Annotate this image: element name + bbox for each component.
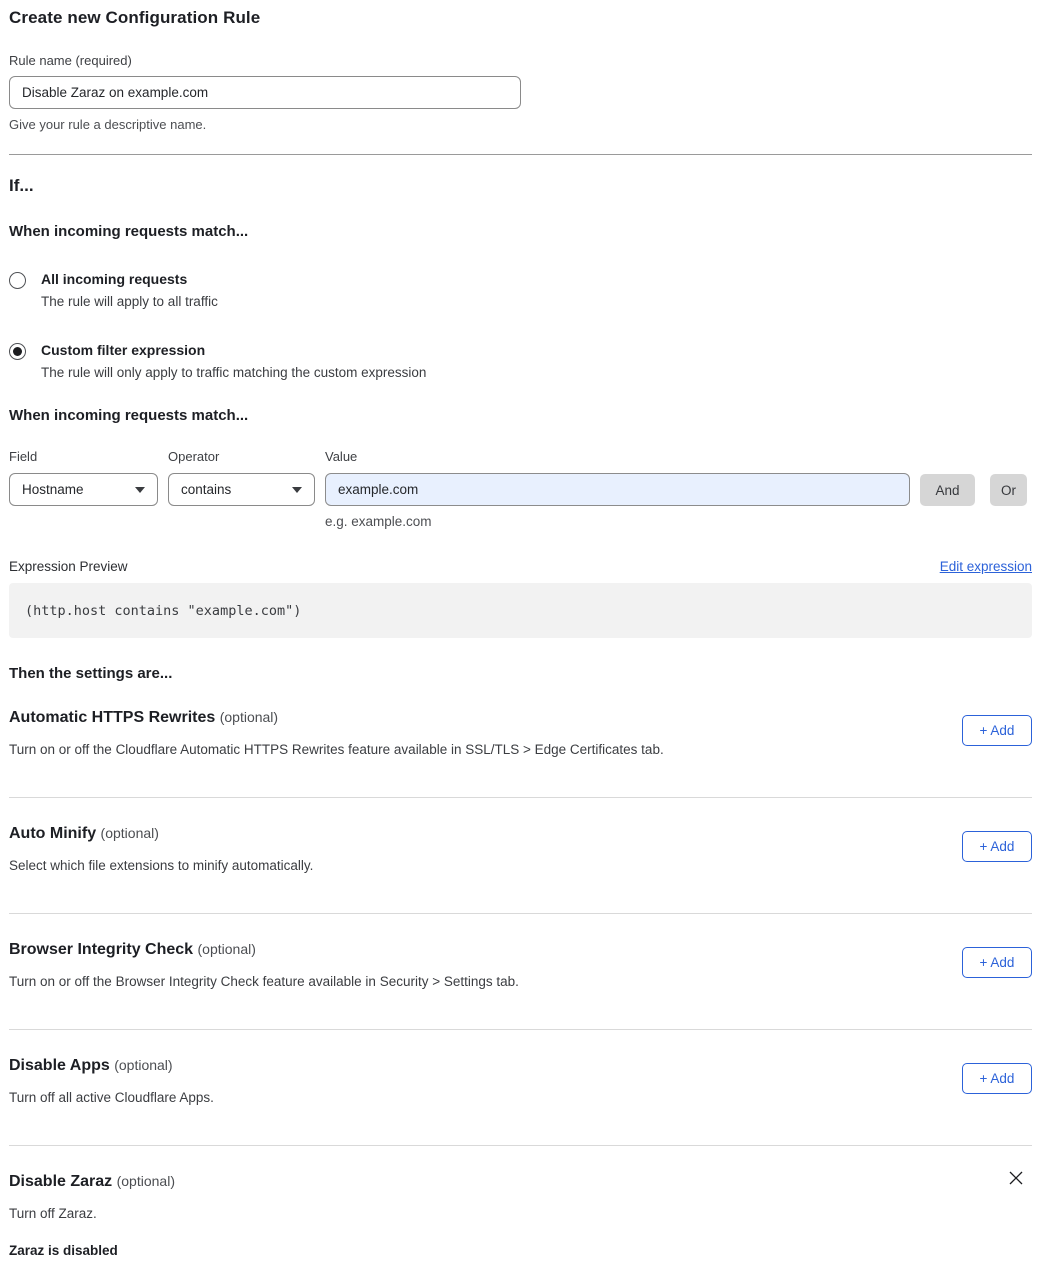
setting-browser-integrity-check — [9, 914, 1032, 1030]
setting-disable-apps — [9, 1030, 1032, 1146]
operator-label: Operator — [168, 449, 220, 464]
chevron-down-icon — [292, 487, 302, 493]
optional-tag: (optional) — [116, 1173, 175, 1189]
radio-dot — [13, 347, 22, 356]
settings-heading: Then the settings are... — [9, 665, 173, 682]
add-button[interactable]: + Add — [962, 1063, 1032, 1094]
expression-builder-heading: When incoming requests match... — [9, 407, 249, 424]
operator-select[interactable] — [168, 473, 315, 506]
radio-option-custom-filter[interactable] — [9, 342, 1032, 380]
zaraz-status: Zaraz is disabled — [9, 1243, 118, 1258]
expression-preview-label: Expression Preview — [9, 559, 128, 574]
setting-description: Turn off all active Cloudflare Apps. — [9, 1090, 214, 1105]
value-help: e.g. example.com — [325, 514, 432, 529]
value-input[interactable] — [325, 473, 910, 506]
setting-title: Disable Apps — [9, 1057, 110, 1074]
field-label: Field — [9, 449, 38, 464]
optional-tag: (optional) — [114, 1057, 173, 1073]
optional-tag: (optional) — [100, 825, 159, 841]
setting-disable-zaraz — [9, 1146, 1032, 1258]
radio-label: Custom filter expression — [41, 342, 206, 358]
rule-name-input[interactable] — [9, 76, 521, 109]
add-button[interactable]: + Add — [962, 947, 1032, 978]
incoming-requests-heading: When incoming requests match... — [9, 223, 249, 240]
field-select-value: Hostname — [22, 482, 84, 497]
setting-title: Browser Integrity Check — [9, 941, 194, 958]
section-divider — [9, 154, 1032, 155]
value-label: Value — [325, 449, 358, 464]
setting-title: Disable Zaraz — [9, 1173, 113, 1190]
radio-label: All incoming requests — [41, 271, 188, 287]
close-button[interactable] — [1007, 1169, 1025, 1187]
operator-select-value: contains — [181, 482, 232, 497]
edit-expression-link[interactable]: Edit expression — [939, 559, 1032, 574]
rule-name-help: Give your rule a descriptive name. — [9, 117, 207, 132]
setting-auto-minify — [9, 798, 1032, 914]
setting-description: Select which file extensions to minify automatically. — [9, 858, 314, 873]
add-button[interactable]: + Add — [962, 715, 1032, 746]
radio-description: The rule will apply to all traffic — [41, 294, 218, 309]
radio-button-selected[interactable] — [9, 343, 26, 360]
close-icon — [1007, 1169, 1025, 1187]
optional-tag: (optional) — [197, 941, 256, 957]
configuration-rule-form — [9, 0, 1032, 1258]
setting-description: Turn on or off the Browser Integrity Check feature available in Security > Settings tab. — [9, 974, 519, 989]
setting-title: Auto Minify — [9, 825, 97, 842]
if-heading: If... — [9, 176, 34, 195]
page-title: Create new Configuration Rule — [9, 8, 261, 27]
setting-title: Automatic HTTPS Rewrites — [9, 709, 216, 726]
expression-text: (http.host contains "example.com") — [25, 602, 302, 619]
radio-description: The rule will only apply to traffic matching the custom expression — [41, 365, 427, 380]
or-button[interactable]: Or — [990, 474, 1027, 506]
expression-preview-box — [9, 583, 1032, 638]
setting-automatic-https-rewrites — [9, 682, 1032, 798]
add-button[interactable]: + Add — [962, 831, 1032, 862]
chevron-down-icon — [135, 487, 145, 493]
rule-name-label: Rule name (required) — [9, 53, 132, 68]
optional-tag: (optional) — [219, 709, 279, 725]
setting-description: Turn off Zaraz. — [9, 1206, 97, 1221]
and-button[interactable]: And — [920, 474, 975, 506]
radio-option-all-incoming[interactable] — [9, 271, 1032, 309]
setting-description: Turn on or off the Cloudflare Automatic HTTPS Rewrites feature available in SSL/TLS > Edge Certificates tab. — [9, 742, 664, 757]
radio-button-unselected[interactable] — [9, 272, 26, 289]
field-select[interactable] — [9, 473, 158, 506]
